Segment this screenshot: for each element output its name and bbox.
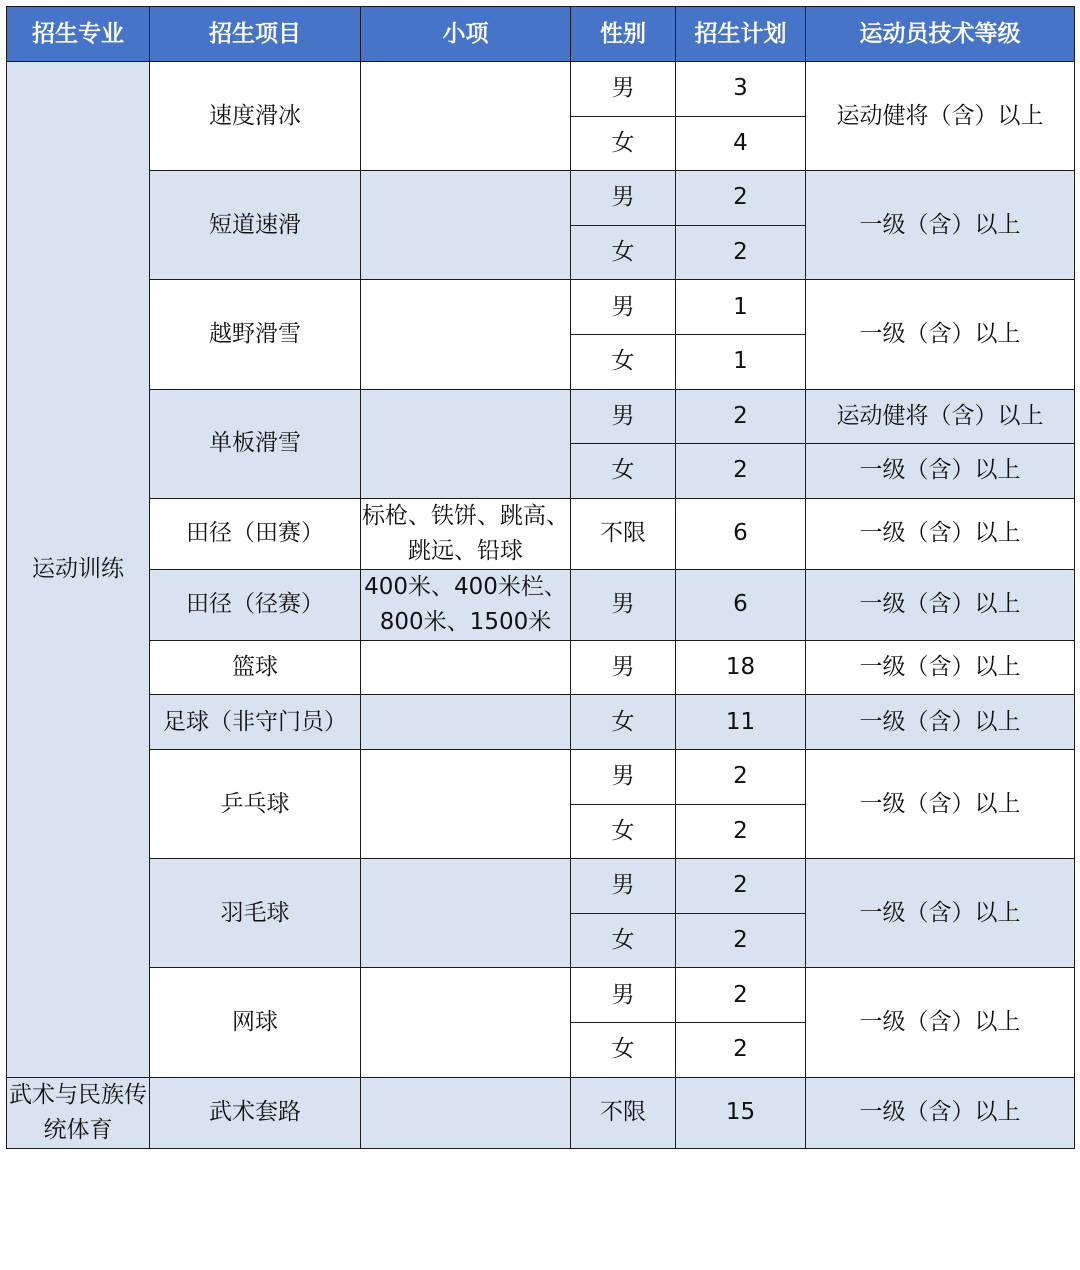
gender-cell: 男 <box>571 640 676 695</box>
level-cell: 一级（含）以上 <box>806 695 1075 750</box>
event-cell: 田径（田赛） <box>150 498 361 569</box>
major-cell-wushu: 武术与民族传统体育 <box>7 1077 150 1148</box>
quota-cell: 1 <box>676 334 806 389</box>
event-cell: 羽毛球 <box>150 859 361 968</box>
quota-cell: 2 <box>676 389 806 444</box>
gender-cell: 男 <box>571 749 676 804</box>
quota-cell: 15 <box>676 1077 806 1148</box>
subitem-cell: 标枪、铁饼、跳高、跳远、铅球 <box>361 498 571 569</box>
gender-cell: 女 <box>571 116 676 171</box>
table-row <box>7 280 1075 335</box>
gender-cell: 女 <box>571 695 676 750</box>
level-cell: 一级（含）以上 <box>806 640 1075 695</box>
gender-cell: 女 <box>571 444 676 499</box>
header-major: 招生专业 <box>7 7 150 62</box>
subitem-cell <box>361 171 571 280</box>
subitem-cell <box>361 859 571 968</box>
level-cell: 一级（含）以上 <box>806 1077 1075 1148</box>
gender-cell: 男 <box>571 968 676 1023</box>
level-cell: 运动健将（含）以上 <box>806 389 1075 444</box>
subitem-cell <box>361 695 571 750</box>
gender-cell: 女 <box>571 225 676 280</box>
event-cell: 单板滑雪 <box>150 389 361 498</box>
gender-cell: 男 <box>571 569 676 640</box>
quota-cell: 2 <box>676 859 806 914</box>
quota-cell: 2 <box>676 804 806 859</box>
gender-cell: 不限 <box>571 1077 676 1148</box>
level-cell: 一级（含）以上 <box>806 444 1075 499</box>
header-subitem: 小项 <box>361 7 571 62</box>
level-cell: 一级（含）以上 <box>806 749 1075 858</box>
major-cell-training: 运动训练 <box>7 62 150 1078</box>
level-cell: 一级（含）以上 <box>806 280 1075 389</box>
quota-cell: 18 <box>676 640 806 695</box>
level-cell: 一级（含）以上 <box>806 498 1075 569</box>
subitem-cell <box>361 62 571 171</box>
quota-cell: 2 <box>676 444 806 499</box>
table-row <box>7 171 1075 226</box>
event-cell: 短道速滑 <box>150 171 361 280</box>
gender-cell: 女 <box>571 804 676 859</box>
quota-cell: 2 <box>676 968 806 1023</box>
header-event: 招生项目 <box>150 7 361 62</box>
quota-cell: 2 <box>676 749 806 804</box>
quota-cell: 2 <box>676 225 806 280</box>
gender-cell: 女 <box>571 334 676 389</box>
event-cell: 武术套路 <box>150 1077 361 1148</box>
quota-cell: 2 <box>676 913 806 968</box>
gender-cell: 男 <box>571 389 676 444</box>
table-row <box>7 389 1075 444</box>
table-row <box>7 859 1075 914</box>
subitem-cell <box>361 280 571 389</box>
header-level: 运动员技术等级 <box>806 7 1075 62</box>
quota-cell: 1 <box>676 280 806 335</box>
event-cell: 篮球 <box>150 640 361 695</box>
quota-cell: 6 <box>676 498 806 569</box>
level-cell: 一级（含）以上 <box>806 569 1075 640</box>
gender-cell: 女 <box>571 1022 676 1077</box>
gender-cell: 男 <box>571 171 676 226</box>
level-cell: 一级（含）以上 <box>806 859 1075 968</box>
gender-cell: 不限 <box>571 498 676 569</box>
subitem-cell <box>361 640 571 695</box>
gender-cell: 男 <box>571 280 676 335</box>
quota-cell: 11 <box>676 695 806 750</box>
quota-cell: 2 <box>676 1022 806 1077</box>
subitem-cell: 400米、400米栏、800米、1500米 <box>361 569 571 640</box>
subitem-cell <box>361 1077 571 1148</box>
event-cell: 田径（径赛） <box>150 569 361 640</box>
table-row <box>7 749 1075 804</box>
header-gender: 性别 <box>571 7 676 62</box>
header-row <box>7 7 1075 62</box>
quota-cell: 2 <box>676 171 806 226</box>
table-row <box>7 62 1075 117</box>
level-cell: 一级（含）以上 <box>806 968 1075 1077</box>
table-row <box>7 640 1075 695</box>
event-cell: 足球（非守门员） <box>150 695 361 750</box>
event-cell: 网球 <box>150 968 361 1077</box>
gender-cell: 男 <box>571 62 676 117</box>
recruitment-table <box>6 6 1075 1149</box>
gender-cell: 女 <box>571 913 676 968</box>
header-quota: 招生计划 <box>676 7 806 62</box>
subitem-cell <box>361 389 571 498</box>
event-cell: 乒乓球 <box>150 749 361 858</box>
subitem-cell <box>361 968 571 1077</box>
level-cell: 一级（含）以上 <box>806 171 1075 280</box>
level-cell: 运动健将（含）以上 <box>806 62 1075 171</box>
quota-cell: 3 <box>676 62 806 117</box>
event-cell: 越野滑雪 <box>150 280 361 389</box>
event-cell: 速度滑冰 <box>150 62 361 171</box>
table-row <box>7 968 1075 1023</box>
gender-cell: 男 <box>571 859 676 914</box>
table-row <box>7 695 1075 750</box>
quota-cell: 6 <box>676 569 806 640</box>
subitem-cell <box>361 749 571 858</box>
quota-cell: 4 <box>676 116 806 171</box>
